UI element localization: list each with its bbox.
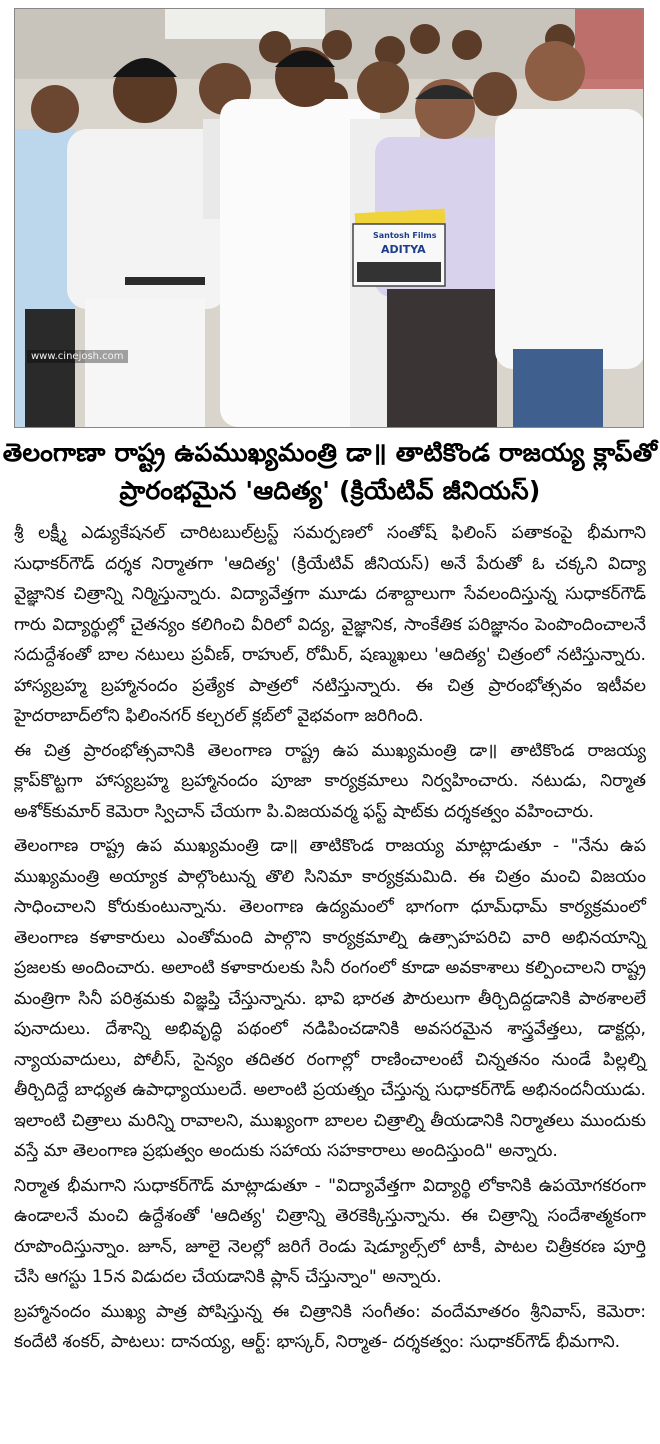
photo-watermark: www.cinejosh.com bbox=[27, 350, 128, 363]
event-photo-illustration bbox=[15, 9, 643, 427]
event-photo bbox=[14, 8, 644, 428]
article-paragraph-5: బ్రహ్మానందం ముఖ్య పాత్ర పోషిస్తున్న ఈ చిత్రానికి సంగీతం: వందేమాతరం శ్రీనివాస్, కెమెరా: కందేటి శంకర్, పాటలు: దానయ్య, ఆర్ట్: భాస్కర్, నిర్మాత- దర్శకత్వం: సుధాకర్‌గౌడ్ భీమగాని. bbox=[14, 1301, 646, 1352]
article-body bbox=[14, 518, 646, 1362]
clapboard-title: ADITYA bbox=[381, 243, 426, 256]
headline-line-2: ప్రారంభమైన 'ఆదిత్య' (క్రియేటివ్ జీనియస్) bbox=[119, 476, 541, 505]
headline-line-1: తెలంగాణా రాష్ట్ర ఉపముఖ్యమంత్రి డా॥ తాటికొండ రాజయ్య క్లాప్‌తో bbox=[2, 438, 658, 467]
article-paragraph-4: నిర్మాత భీమగాని సుధాకర్‌గౌడ్ మాట్లాడుతూ - "విద్యావేత్తగా విద్యార్థి లోకానికి ఉపయోగకరంగా ఉండాలనే మంచి ఉద్దేశంతో 'ఆదిత్య' చిత్రాన్ని తెరకెక్కిస్తున్నాను. ఈ చిత్రాన్ని సందేశాత్మకంగా రూపొందిస్తున్నాం. జూన్, జూలై నెలల్లో జరిగే రెండు షెడ్యూల్స్‌లో టాకీ, పాటల చిత్రీకరణ పూర్తి చేసి ఆగస్టు 15న విడుదల చేయడానికి ప్లాన్ చేస్తున్నాం" అన్నారు. bbox=[14, 1175, 646, 1287]
article-paragraph-2: ఈ చిత్ర ప్రారంభోత్సవానికి తెలంగాణ రాష్ట్ర ఉప ముఖ్యమంత్రి డా॥ తాటికొండ రాజయ్య క్లాప్‌కొట్టగా హాస్యబ్రహ్మ బ్రహ్మానందం పూజా కార్యక్రమాలు నిర్వహించారు. నటుడు, నిర్మాత అశోక్‌కుమార్ కెమెరా స్విచాన్ చేయగా పి.విజయవర్మ ఫస్ట్ షాట్‌కు దర్శకత్వం వహించారు. bbox=[14, 740, 646, 822]
headline bbox=[0, 434, 660, 510]
article-paragraph-1: శ్రీ లక్ష్మీ ఎడ్యుకేషనల్ చారిటబుల్‌ట్రస్ట్ సమర్పణలో సంతోష్ ఫిలింస్ పతాకంపై భీమగాని సుధాకర్‌గౌడ్ దర్శక నిర్మాతగా 'ఆదిత్య' (క్రియేటివ్ జీనియస్) అనే పేరుతో ఓ చక్కని విద్యా వైజ్ఞానిక చిత్రాన్ని నిర్మిస్తున్నారు. విద్యావేత్తగా మూడు దశాబ్దాలుగా సేవలందిస్తున్న సుధాకర్‌గౌడ్ గారు విద్యార్థుల్లో చైతన్యం కలిగించి వీరిలో విద్య, వైజ్ఞానిక, సాంకేతిక పరిజ్ఞానం పెంపొందించాలనే సదుద్దేశంతో బాల నటులు ప్రవీణ్, రాహుల్, రోమీర్, షణ్ముఖలు 'ఆదిత్య' చిత్రంలో నటిస్తున్నారు. హాస్యబ్రహ్మ బ్రహ్మానందం ప్రత్యేక పాత్రలో నటిస్తున్నారు. ఈ చిత్ర ప్రారంభోత్సవం ఇటీవల హైదరాబాద్‌లోని ఫిలింనగర్ కల్చరల్ క్లబ్‌లో వైభవంగా జరిగింది. bbox=[14, 523, 646, 726]
clapboard-company: Santosh Films bbox=[373, 231, 437, 240]
article-paragraph-3: తెలంగాణ రాష్ట్ర ఉప ముఖ్యమంత్రి డా॥ తాటికొండ రాజయ్య మాట్లాడుతూ - "నేను ఉప ముఖ్యమంత్రి అయ్యాక పాల్గొంటున్న తొలి సినిమా కార్యక్రమమిది. ఈ చిత్రం మంచి విజయం సాధించాలని కోరుకుంటున్నాను. తెలంగాణ ఉద్యమంలో భాగంగా ధూమ్‌ధామ్ కార్యక్రమంలో తెలంగాణ కళాకారులు ఎంతోమంది పాల్గొని కార్యక్రమాల్ని ఉత్సాహపరిచి వారి అభినయాన్ని ప్రజలకు అందించారు. అలాంటి కళాకారులకు సినీ రంగంలో కూడా అవకాశాలు కల్పించాలని రాష్ట్ర మంత్రిగా సినీ పరిశ్రమకు విజ్ఞప్తి చేస్తున్నాను. భావి భారత పౌరులుగా తీర్చిదిద్దడానికి పాఠశాలలే పునాదులు. దేశాన్ని అభివృద్ధి పథంలో నడిపించడానికి అవసరమైన శాస్త్రవేత్తలు, డాక్టర్లు, న్యాయవాదులు, పోలీస్, సైన్యం తదితర రంగాల్లో రాణించాలంటే చిన్నతనం నుండే పిల్లల్ని తీర్చిదిద్దే బాధ్యత ఉపాధ్యాయులదే. అలాంటి ప్రయత్నం చేస్తున్న సుధాకర్‌గౌడ్ అభినందనీయుడు. ఇలాంటి చిత్రాలు మరిన్ని రావాలని, ముఖ్యంగా బాలల చిత్రాల్ని తీయడానికి నిర్మాతలు ముందుకు వస్తే మా తెలంగాణ ప్రభుత్వం అందుకు సహాయ సహకారాలు అందిస్తుంది" అన్నారు. bbox=[14, 836, 646, 1161]
